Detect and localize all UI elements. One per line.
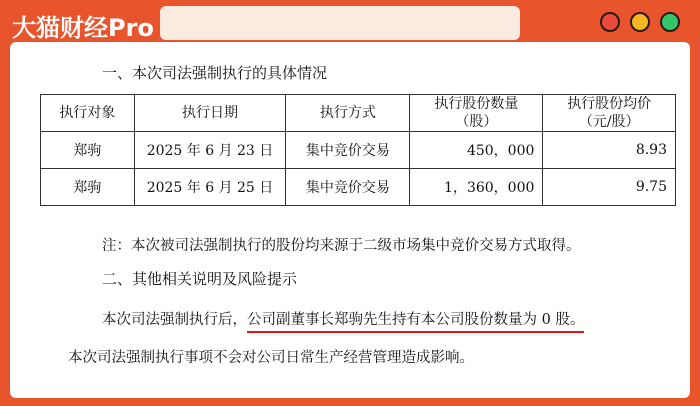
brand-logo: 大猫财经Pro xyxy=(12,14,154,42)
execution-table xyxy=(40,94,676,206)
section2-heading: 二、其他相关说明及风险提示 xyxy=(102,270,298,288)
cell-date: 2025 年 6 月 25 日 xyxy=(134,169,286,206)
cell-subject: 郑驹 xyxy=(41,169,135,206)
section1-heading: 一、本次司法强制执行的具体情况 xyxy=(102,64,328,82)
cell-quantity: 450，000 xyxy=(410,132,543,169)
paragraph-prefix: 本次司法强制执行后， xyxy=(102,312,247,328)
cell-subject: 郑驹 xyxy=(41,132,135,169)
header-method: 执行方式 xyxy=(286,95,410,132)
cell-method: 集中竞价交易 xyxy=(286,132,410,169)
document-page xyxy=(10,42,690,398)
minimize-dot-icon[interactable] xyxy=(630,12,650,32)
table-row xyxy=(41,132,676,169)
header-quantity: 执行股份数量 （股） xyxy=(410,95,543,132)
close-dot-icon[interactable] xyxy=(600,12,620,32)
table-note: 注：本次被司法强制执行的股份均来源于二级市场集中竞价交易方式取得。 xyxy=(102,238,581,254)
title-strip xyxy=(160,6,520,40)
cell-avg-price: 8.93 xyxy=(543,132,676,169)
header-avg-price: 执行股份均价 （元/股） xyxy=(543,95,676,132)
paragraph-impact: 本次司法强制执行事项不会对公司日常生产经营管理造成影响。 xyxy=(68,350,474,366)
cell-quantity: 1，360，000 xyxy=(410,169,543,206)
highlighted-statement: 公司副董事长郑驹先生持有本公司股份数量为 0 股。 xyxy=(247,312,584,333)
table-header-row xyxy=(41,95,676,132)
cell-avg-price: 9.75 xyxy=(543,169,676,206)
cell-method: 集中竞价交易 xyxy=(286,169,410,206)
maximize-dot-icon[interactable] xyxy=(660,12,680,32)
table-row xyxy=(41,169,676,206)
cell-date: 2025 年 6 月 23 日 xyxy=(134,132,286,169)
header-date: 执行日期 xyxy=(134,95,286,132)
header-subject: 执行对象 xyxy=(41,95,135,132)
paragraph-holdings xyxy=(102,308,584,329)
